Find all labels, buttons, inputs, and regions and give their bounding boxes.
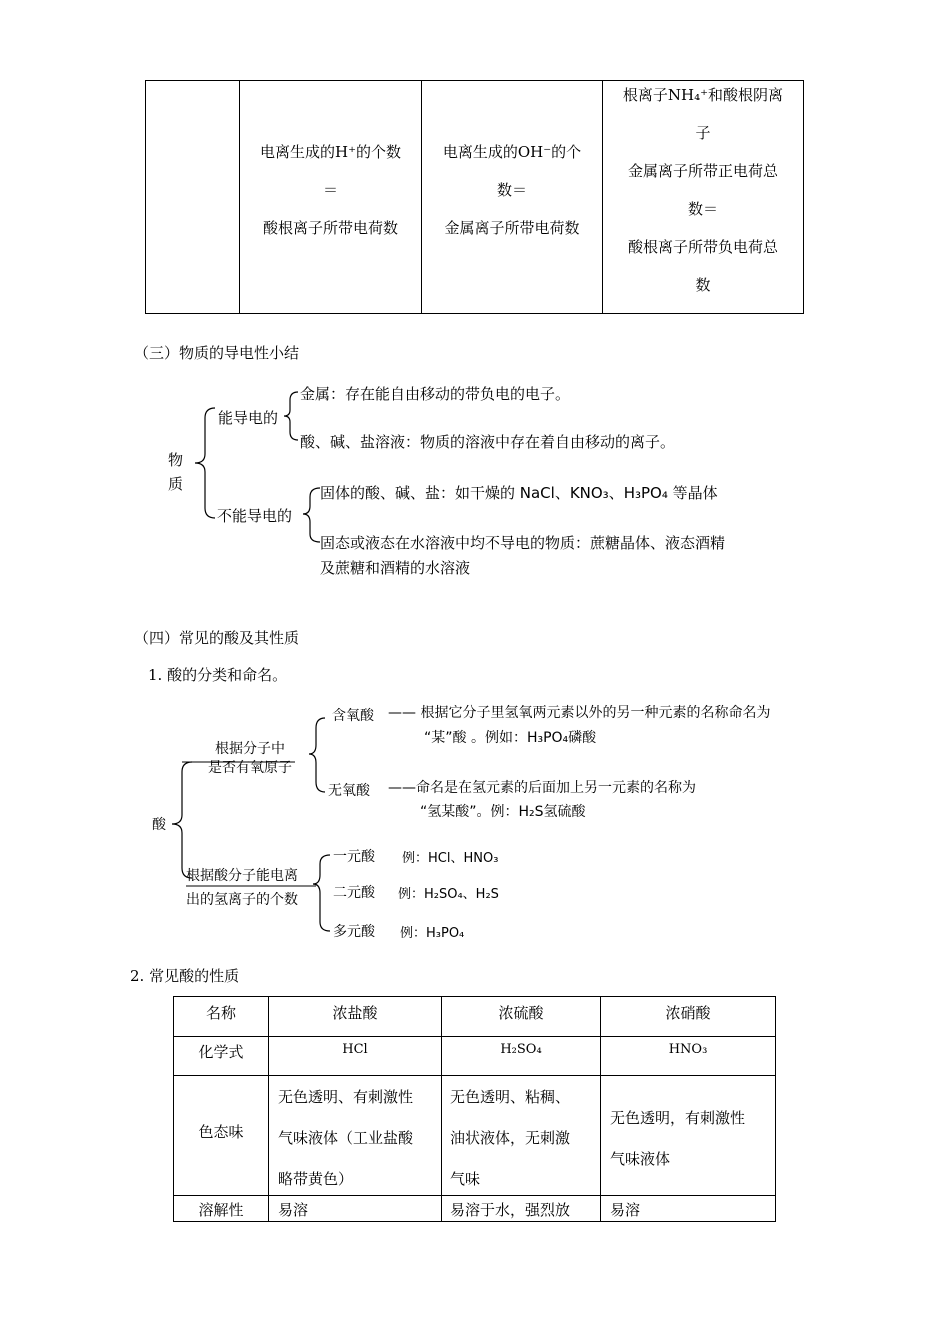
acid-count-name: 一元酸	[333, 849, 375, 865]
nonconductive-item: 固态或液态在水溶液中均不导电的物质：蔗糖晶体、液态酒精	[320, 534, 726, 552]
table1-col3-line: 金属离子所带电荷数	[444, 219, 580, 237]
acid-count-name: 二元酸	[333, 885, 375, 901]
table1-col4-line: 根离子NH₄⁺和酸根阴离	[622, 86, 784, 104]
table2-cell-line: 无色透明，有刺激性	[610, 1109, 746, 1127]
table2-cell-line: 气味	[450, 1170, 481, 1188]
nonoxy-acid-desc: “氢某酸”。例：H₂S氢硫酸	[420, 804, 586, 820]
table1-col4-line: 金属离子所带正电荷总	[627, 162, 778, 180]
oxy-acid-label: 含氧酸	[332, 708, 374, 724]
table2-cell: 易溶	[610, 1201, 641, 1219]
acid-count-name: 多元酸	[333, 924, 375, 940]
acid-count-example: 例：H₂SO₄、H₂S	[398, 887, 499, 902]
section4-sub1: 1. 酸的分类和命名。	[148, 666, 288, 684]
branch1-label-line: 根据分子中	[215, 741, 285, 757]
table1-col2-line: ＝	[322, 181, 338, 199]
acid-count-example: 例：HCl、HNO₃	[402, 851, 499, 866]
table2-cell-line: 略带黄色）	[278, 1170, 354, 1188]
table2-row-label: 色态味	[198, 1123, 244, 1141]
table1-col2-line: 电离生成的H⁺的个数	[260, 143, 401, 161]
nonconductive-label: 不能导电的	[217, 507, 293, 525]
nonconductive-item: 固体的酸、碱、盐：如干燥的 NaCl、KNO₃、H₃PO₄ 等晶体	[320, 484, 718, 502]
table2-cell: H₂SO₄	[500, 1042, 542, 1057]
conductive-label: 能导电的	[218, 409, 279, 427]
section3-root-char: 质	[168, 475, 184, 493]
table2-cell-line: 油状液体，无刺激	[450, 1129, 571, 1147]
table1-col2-line: 酸根离子所带电荷数	[262, 219, 398, 237]
branch2-label-line: 根据酸分子能电离	[186, 868, 298, 884]
table2-header: 浓硝酸	[665, 1004, 711, 1022]
table1-col3-line: 数＝	[496, 181, 527, 199]
table2-cell: HCl	[342, 1042, 368, 1057]
table2-cell-line: 无色透明、粘稠、	[450, 1088, 571, 1106]
table2-header: 名称	[205, 1004, 236, 1022]
oxy-acid-desc: “某”酸 。例如：H₃PO₄磷酸	[424, 730, 597, 746]
table2-row-label: 溶解性	[198, 1201, 244, 1219]
oxy-acid-desc: —— 根据它分子里氢氧两元素以外的另一种元素的名称命名为	[388, 705, 771, 721]
table2-cell-line: 气味液体	[610, 1150, 671, 1168]
table2-header: 浓硫酸	[498, 1004, 544, 1022]
table1-col4-line: 子	[695, 124, 711, 142]
table2-cell-line: 无色透明、有刺激性	[278, 1088, 414, 1106]
table2-cell: 易溶于水，强烈放	[450, 1201, 571, 1219]
branch1-label-line: 是否有氧原子	[208, 760, 292, 776]
branch2-label-line: 出的氢离子的个数	[186, 892, 298, 908]
section3-heading: （三）物质的导电性小结	[134, 344, 300, 362]
section4-heading: （四）常见的酸及其性质	[134, 629, 300, 647]
acid-count-example: 例：H₃PO₄	[400, 926, 465, 941]
nonoxy-acid-desc: ——命名是在氢元素的后面加上另一元素的名称为	[388, 780, 696, 796]
nonoxy-acid-label: 无氧酸	[328, 783, 370, 799]
conductive-item: 酸、碱、盐溶液：物质的溶液中存在着自由移动的离子。	[300, 433, 676, 451]
table2-row-label: 化学式	[198, 1043, 244, 1061]
table1-col4-line: 数	[695, 276, 711, 294]
conductive-item: 金属：存在能自由移动的带负电的电子。	[300, 385, 571, 403]
section4-sub2: 2. 常见酸的性质	[130, 967, 240, 985]
table1-col4-line: 数＝	[687, 200, 718, 218]
table1-col3-line: 电离生成的OH⁻的个	[442, 143, 582, 161]
acid-root: 酸	[152, 817, 166, 833]
section3-root-char: 物	[168, 451, 184, 469]
nonconductive-item: 及蔗糖和酒精的水溶液	[320, 559, 471, 577]
table2-cell: HNO₃	[668, 1042, 708, 1057]
table2-cell-line: 气味液体（工业盐酸	[278, 1129, 414, 1147]
table2-cell: 易溶	[278, 1201, 309, 1219]
table2-header: 浓盐酸	[332, 1004, 378, 1022]
table1-col4-line: 酸根离子所带负电荷总	[627, 238, 778, 256]
